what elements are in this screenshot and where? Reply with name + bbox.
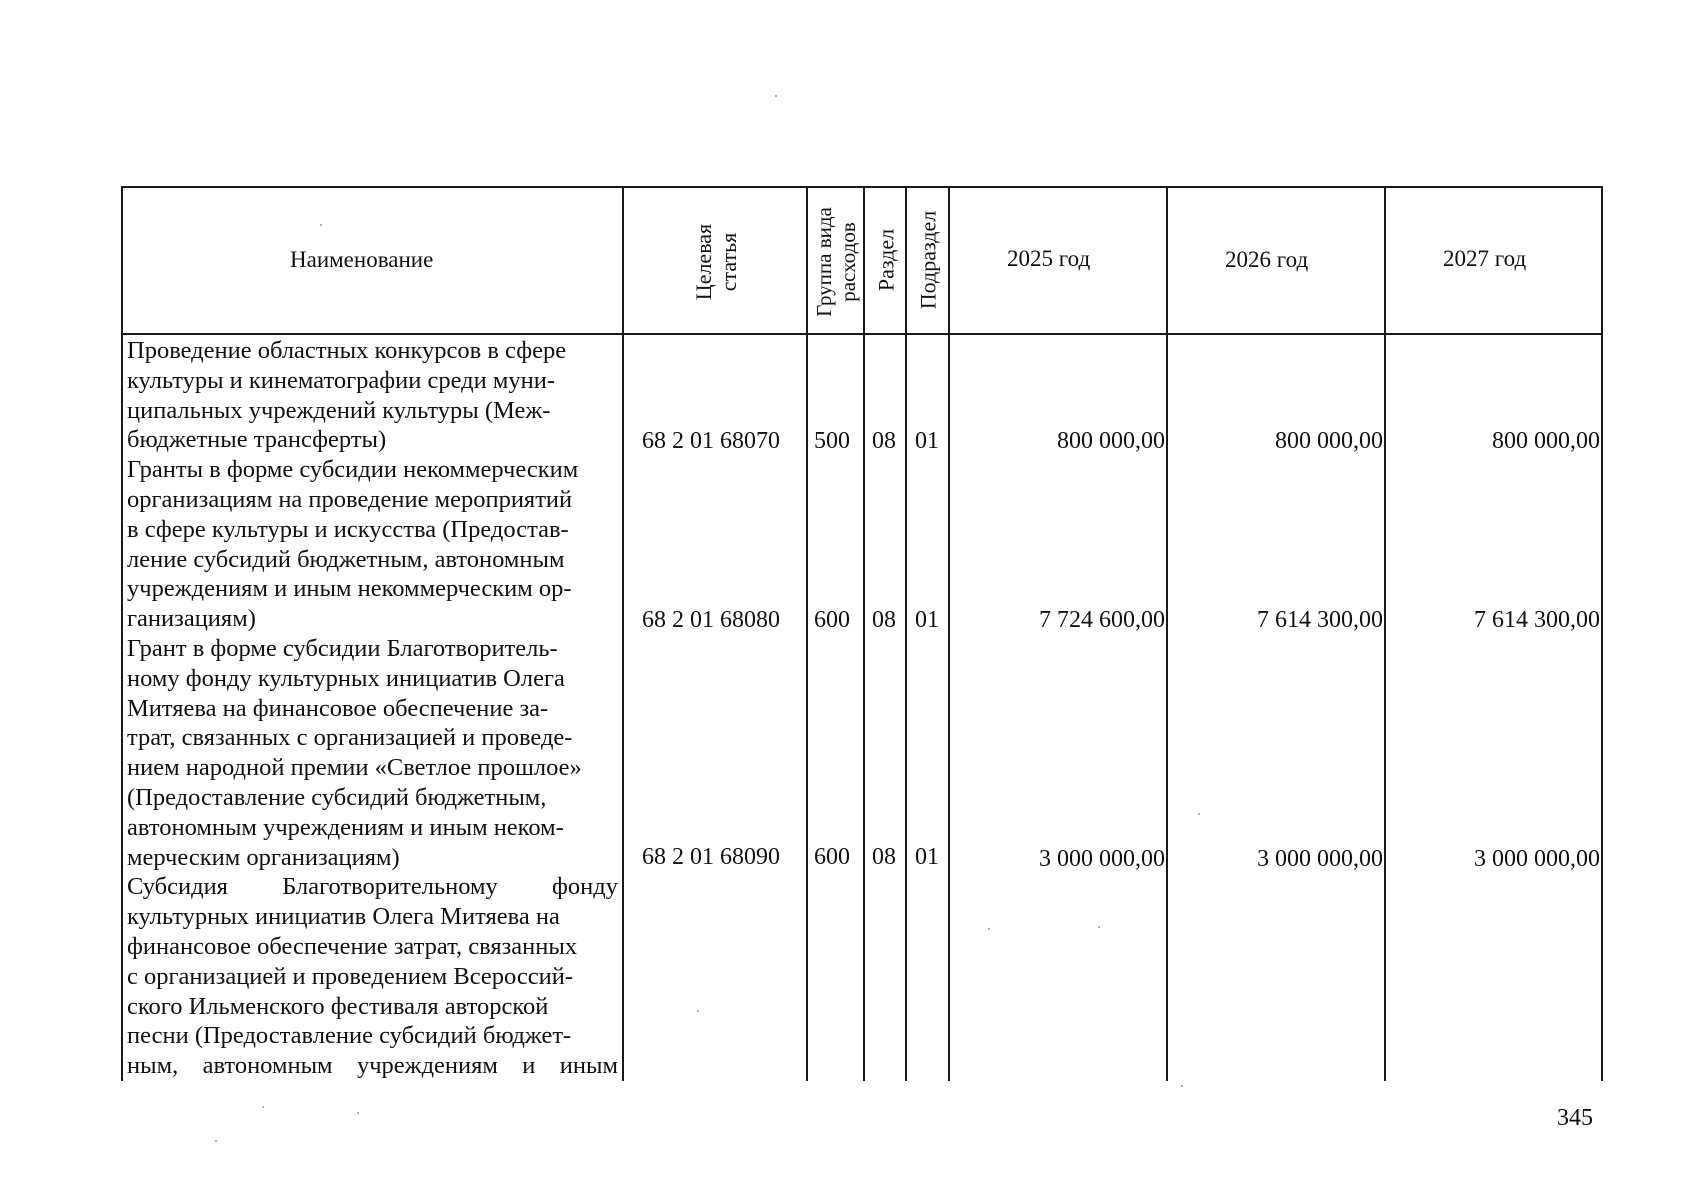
row2-expense-group: 600	[814, 607, 850, 633]
row-name-line: мерческим организациям)	[127, 843, 400, 871]
row-name-line: песни (Предоставление субсидий бюджет-	[127, 1022, 572, 1050]
row-name-line: финансовое обеспечение затрат, связанных	[127, 932, 578, 960]
row-name-line: ского Ильменского фестиваля авторской	[127, 992, 549, 1020]
header-bottom-border	[121, 333, 1603, 335]
row2-subsection: 01	[915, 607, 939, 633]
row-name-line: Митяева на финансовое обеспечение за-	[127, 694, 549, 722]
header-section: Раздел	[873, 228, 899, 292]
row2-2027: 7 614 300,00	[1474, 607, 1600, 633]
col-divider-name	[622, 186, 624, 1081]
row-name-line: ципальных учреждений культуры (Меж-	[127, 396, 551, 424]
row-name-line: культурных инициатив Олега Митяева на	[127, 903, 560, 931]
scan-speck	[775, 95, 777, 97]
row-name-line: ным, автономным учреждениям и иным	[127, 1052, 618, 1080]
scan-speck	[1098, 926, 1100, 928]
col-divider-subsection	[948, 186, 950, 1081]
col-divider-2025	[1166, 186, 1168, 1081]
row-name-line: ному фонду культурных инициатив Олега	[127, 664, 565, 692]
row-name-line: организациям на проведение мероприятий	[127, 485, 573, 513]
scan-speck	[357, 1112, 359, 1114]
row2-section: 08	[872, 607, 896, 633]
row-name-line: трат, связанных с организацией и проведе-	[127, 724, 573, 752]
row3-expense-group: 600	[814, 844, 850, 870]
scan-speck	[1198, 813, 1200, 815]
row-name-line: Грант в форме субсидии Благотворитель-	[127, 634, 558, 662]
header-2026: 2026 год	[1225, 247, 1309, 272]
row-name-line: ление субсидий бюджетным, автономным	[127, 545, 565, 573]
row-name-line: Субсидия Благотворительному фонду	[127, 873, 618, 901]
header-2025: 2025 год	[1007, 246, 1091, 271]
row3-2026: 3 000 000,00	[1257, 846, 1383, 872]
row-name-line: Гранты в форме субсидии некоммерческим	[127, 456, 579, 484]
row-name-line: с организацией и проведением Всероссий-	[127, 962, 574, 990]
row-name-line: в сфере культуры и искусства (Предостав-	[127, 515, 569, 543]
row2-target-article: 68 2 01 68080	[642, 607, 780, 633]
page-number: 345	[1557, 1105, 1593, 1131]
row1-target-article: 68 2 01 68070	[642, 428, 780, 454]
row1-section: 08	[872, 428, 896, 454]
col-divider-section	[905, 186, 907, 1081]
col-divider-group	[863, 186, 865, 1081]
scan-speck	[320, 224, 322, 226]
row-name-line: культуры и кинематографии среди муни-	[127, 366, 556, 394]
row-name-line: автономным учреждениям и иным неком-	[127, 813, 564, 841]
row1-expense-group: 500	[814, 428, 850, 454]
row2-2025: 7 724 600,00	[1039, 607, 1165, 633]
row-name-line: Проведение областных конкурсов в сфере	[127, 337, 567, 364]
header-expense-group: Группа вида расходов	[812, 207, 860, 317]
row-name-line: учреждениям и иным некоммерческим ор-	[127, 575, 572, 603]
scan-speck	[697, 1010, 699, 1012]
header-name: Наименование	[290, 247, 434, 272]
row-name-line: (Предоставление субсидий бюджетным,	[127, 783, 547, 811]
row1-2027: 800 000,00	[1492, 428, 1600, 454]
col-divider-target	[806, 186, 808, 1081]
row-name-line: ганизациям)	[127, 605, 256, 633]
table-top-border	[121, 186, 1603, 188]
row3-section: 08	[872, 844, 896, 870]
row2-2026: 7 614 300,00	[1257, 607, 1383, 633]
table-right-border	[1601, 186, 1603, 1081]
row1-2025: 800 000,00	[1057, 428, 1165, 454]
name-column	[127, 336, 618, 1081]
row1-subsection: 01	[915, 428, 939, 454]
scan-speck	[988, 928, 990, 930]
row3-2025: 3 000 000,00	[1039, 846, 1165, 872]
row3-2027: 3 000 000,00	[1474, 846, 1600, 872]
scan-speck	[262, 1106, 264, 1108]
row-name-line: бюджетные трансферты)	[127, 426, 387, 454]
row1-2026: 800 000,00	[1275, 428, 1383, 454]
header-target-article: Целевая статья	[691, 223, 741, 301]
row3-target-article: 68 2 01 68090	[642, 844, 780, 870]
table-left-border	[121, 186, 123, 1081]
scan-speck	[215, 1140, 217, 1142]
scan-speck	[1181, 1085, 1183, 1087]
row3-subsection: 01	[915, 844, 939, 870]
col-divider-2026	[1384, 186, 1386, 1081]
row-name-line: нием народной премии «Светлое прошлое»	[127, 754, 582, 782]
header-2027: 2027 год	[1443, 246, 1527, 271]
header-subsection: Подраздел	[915, 210, 941, 310]
